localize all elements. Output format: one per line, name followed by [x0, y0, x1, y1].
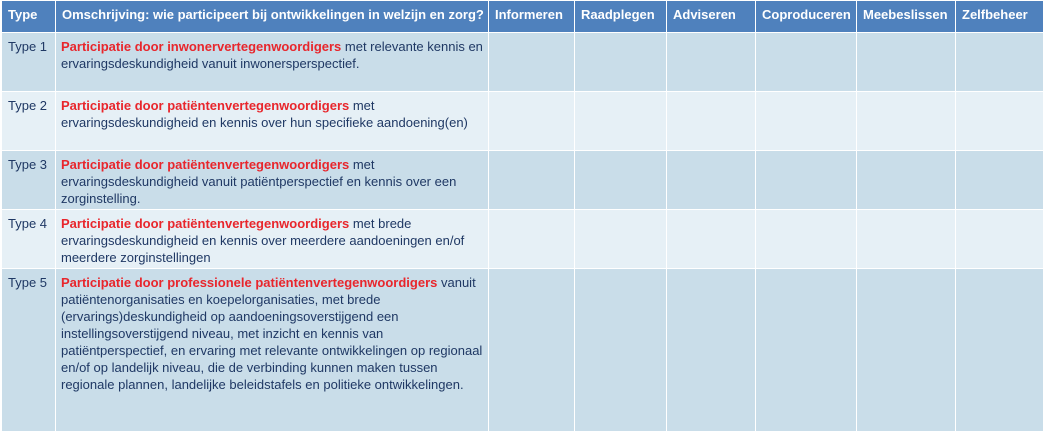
cell-coproduceren [756, 92, 857, 151]
participation-table [1, 0, 1044, 432]
description-cell [56, 33, 489, 92]
table-row-type-1 [2, 33, 1044, 92]
table-row-type-5 [2, 269, 1044, 432]
cell-zelfbeheer [956, 33, 1044, 92]
header-description: Omschrijving: wie participeert bij ontwikkelingen in welzijn en zorg? [56, 1, 489, 33]
type-label: Type 4 [2, 210, 56, 269]
table-body [2, 33, 1044, 432]
cell-informeren [489, 269, 575, 432]
description-highlight: Participatie door inwonervertegenwoordigers [61, 39, 342, 54]
cell-zelfbeheer [956, 269, 1044, 432]
cell-meebeslissen [857, 151, 956, 210]
cell-raadplegen [575, 92, 667, 151]
description-text: met ervaringsdeskundigheid vanuit patiëntperspectief en kennis over een zorginstelling. [61, 157, 457, 206]
cell-meebeslissen [857, 33, 956, 92]
cell-coproduceren [756, 210, 857, 269]
cell-adviseren [667, 151, 756, 210]
table-row-type-2 [2, 92, 1044, 151]
table-row-type-4 [2, 210, 1044, 269]
description-text: met relevante kennis en ervaringsdeskundigheid vanuit inwonersperspectief. [61, 39, 483, 71]
cell-raadplegen [575, 33, 667, 92]
cell-coproduceren [756, 33, 857, 92]
cell-raadplegen [575, 210, 667, 269]
description-cell [56, 269, 489, 432]
cell-adviseren [667, 269, 756, 432]
cell-adviseren [667, 33, 756, 92]
cell-zelfbeheer [956, 92, 1044, 151]
table-header [2, 1, 1044, 33]
cell-raadplegen [575, 151, 667, 210]
header-zelfbeheer: Zelfbeheer [956, 1, 1044, 33]
cell-raadplegen [575, 269, 667, 432]
cell-coproduceren [756, 151, 857, 210]
cell-meebeslissen [857, 269, 956, 432]
description-text: vanuit patiëntenorganisaties en koepelorganisaties, met brede (ervarings)deskundigheid op aandoeningsoverstijgend een instellingsoverstijgend niveau, met inzicht en kennis van patiëntperspectief, en ervaring met relevante ontwikkelingen op regionaal en/of op landelijk niveau, die de verbinding kunnen maken tussen regionale plannen, landelijke beleidstafels en politieke ontwikkelingen. [61, 275, 483, 392]
description-highlight: Participatie door patiëntenvertegenwoordigers [61, 157, 350, 172]
type-label: Type 2 [2, 92, 56, 151]
type-label: Type 5 [2, 269, 56, 432]
table-row-type-3 [2, 151, 1044, 210]
header-row [2, 1, 1044, 33]
cell-informeren [489, 210, 575, 269]
type-label: Type 1 [2, 33, 56, 92]
cell-informeren [489, 151, 575, 210]
description-cell [56, 92, 489, 151]
cell-meebeslissen [857, 210, 956, 269]
header-raadplegen: Raadplegen [575, 1, 667, 33]
description-highlight: Participatie door patiëntenvertegenwoordigers [61, 216, 350, 231]
header-type: Type [2, 1, 56, 33]
header-coproduceren: Coproduceren [756, 1, 857, 33]
description-cell [56, 210, 489, 269]
description-text: met brede ervaringsdeskundigheid en kennis over meerdere aandoeningen en/of meerdere zorginstellingen [61, 216, 465, 265]
cell-adviseren [667, 92, 756, 151]
description-cell [56, 151, 489, 210]
type-label: Type 3 [2, 151, 56, 210]
header-informeren: Informeren [489, 1, 575, 33]
description-highlight: Participatie door professionele patiëntenvertegenwoordigers [61, 275, 438, 290]
cell-zelfbeheer [956, 210, 1044, 269]
header-meebeslissen: Meebeslissen [857, 1, 956, 33]
cell-adviseren [667, 210, 756, 269]
cell-coproduceren [756, 269, 857, 432]
header-adviseren: Adviseren [667, 1, 756, 33]
description-highlight: Participatie door patiëntenvertegenwoordigers [61, 98, 350, 113]
cell-informeren [489, 33, 575, 92]
cell-zelfbeheer [956, 151, 1044, 210]
description-text: met ervaringsdeskundigheid en kennis over hun specifieke aandoening(en) [61, 98, 468, 130]
cell-meebeslissen [857, 92, 956, 151]
cell-informeren [489, 92, 575, 151]
